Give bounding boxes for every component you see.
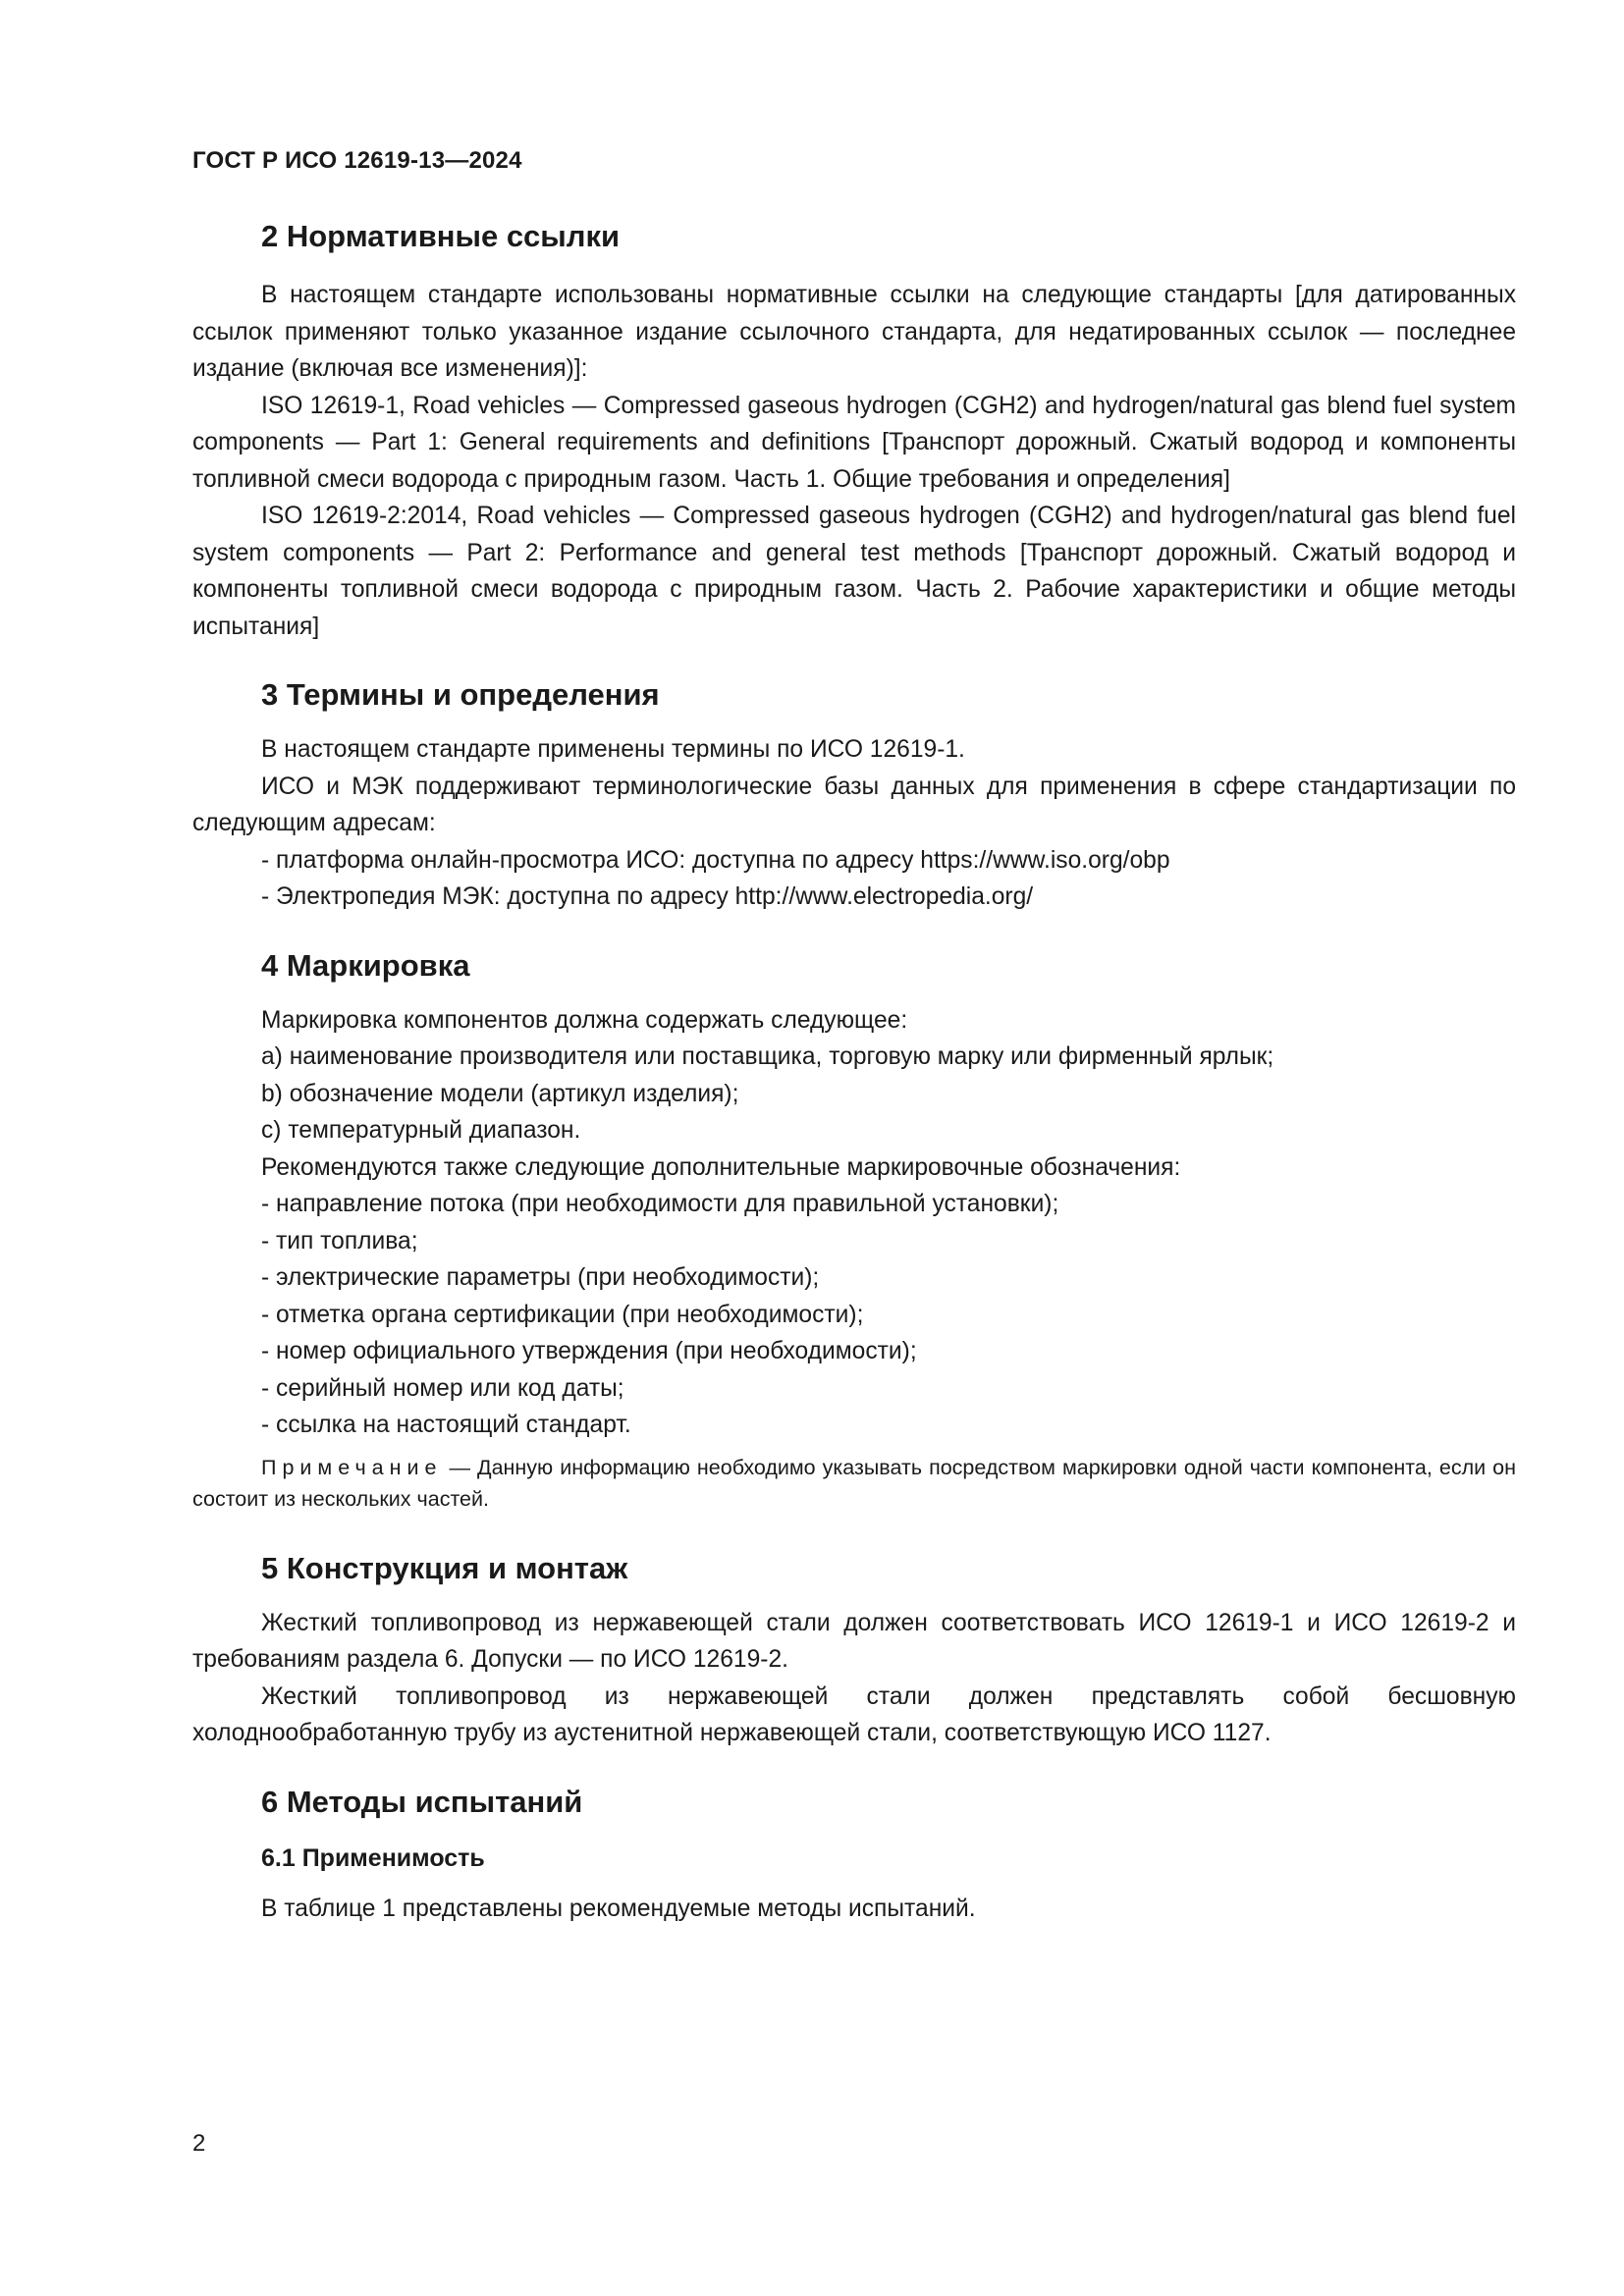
section-4-intro: Маркировка компонентов должна содержать следующее: <box>261 1006 908 1034</box>
document-body <box>192 216 1516 1927</box>
list-item: - серийный номер или код даты; <box>261 1374 624 1402</box>
list-item: - направление потока (при необходимости для правильной установки); <box>261 1191 1059 1217</box>
section-2-intro: В настоящем стандарте использованы нормативные ссылки на следующие стандарты [для датированных ссылок применяют только указанное издание ссылочного стандарта, для недатированных ссылок — последнее издание (включая все изменения)]: <box>192 282 1516 382</box>
reference-iso-12619-2: ISO 12619-2:2014, Road vehicles — Compressed gaseous hydrogen (CGH2) and hydrogen/natural gas blend fuel system components — Part 2: Performance and general test methods [Транспорт дорожный. Сжатый водород и компоненты топливной смеси водорода с природным газом. Часть 2. Рабочие характеристики и общие методы испытания] <box>192 503 1516 640</box>
note-label: Примечание <box>261 1455 443 1479</box>
list-item: - электрические параметры (при необходимости); <box>261 1264 820 1291</box>
section-4-title: 4 Маркировка <box>261 947 470 983</box>
section-2-title: 2 Нормативные ссылки <box>261 219 621 253</box>
list-item: a) наименование производителя или поставщика, торговую марку или фирменный ярлык; <box>261 1043 1274 1070</box>
section-3-terms: В настоящем стандарте применены термины по ИСО 12619-1. <box>261 736 965 763</box>
list-item: - Электропедия МЭК: доступна по адресу http://www.electropedia.org/ <box>261 883 1034 910</box>
list-item: c) температурный диапазон. <box>261 1117 581 1144</box>
section-3-databases: ИСО и МЭК поддерживают терминологические базы данных для применения в сфере стандартизации по следующим адресам: <box>192 773 1516 836</box>
section-4-note <box>192 1452 1516 1515</box>
list-item: - тип топлива; <box>261 1227 418 1255</box>
list-item: - платформа онлайн-просмотра ИСО: доступна по адресу https://www.iso.org/obp <box>261 846 1170 874</box>
section-5-paragraph-1: Жесткий топливопровод из нержавеющей стали должен соответствовать ИСО 12619-1 и ИСО 12619-2 и требованиям раздела 6. Допуски — по ИСО 12619-2. <box>192 1609 1516 1673</box>
document-header: ГОСТ Р ИСО 12619-13—2024 <box>192 147 522 174</box>
list-item: - отметка органа сертификации (при необходимости); <box>261 1301 864 1328</box>
section-4-additional: Рекомендуются также следующие дополнительные маркировочные обозначения: <box>261 1153 1181 1181</box>
list-item: - номер официального утверждения (при необходимости); <box>261 1338 917 1364</box>
section-5-title: 5 Конструкция и монтаж <box>261 1550 628 1585</box>
page-number: 2 <box>192 2130 206 2157</box>
section-6-1-paragraph: В таблице 1 представлены рекомендуемые методы испытаний. <box>261 1895 976 1922</box>
subsection-6-1-title: 6.1 Применимость <box>261 1843 485 1872</box>
reference-iso-12619-1: ISO 12619-1, Road vehicles — Compressed gaseous hydrogen (CGH2) and hydrogen/natural gas blend fuel system components — Part 1: General requirements and definitions [Транспорт дорожный. Сжатый водород и компоненты топливной смеси водорода с природным газом. Часть 1. Общие требования и определения] <box>192 392 1516 493</box>
section-6-title: 6 Методы испытаний <box>261 1784 583 1819</box>
note-text: — Данную информацию необходимо указывать посредством маркировки одной части компонента, если он состоит из нескольких частей. <box>192 1455 1516 1511</box>
section-3-title: 3 Термины и определения <box>261 677 660 712</box>
list-item: - ссылка на настоящий стандарт. <box>261 1412 631 1438</box>
section-5-paragraph-2: Жесткий топливопровод из нержавеющей стали должен представлять собой бесшовную холоднообработанную трубу из аустенитной нержавеющей стали, соответствующую ИСО 1127. <box>192 1682 1516 1746</box>
list-item: b) обозначение модели (артикул изделия); <box>261 1080 739 1107</box>
